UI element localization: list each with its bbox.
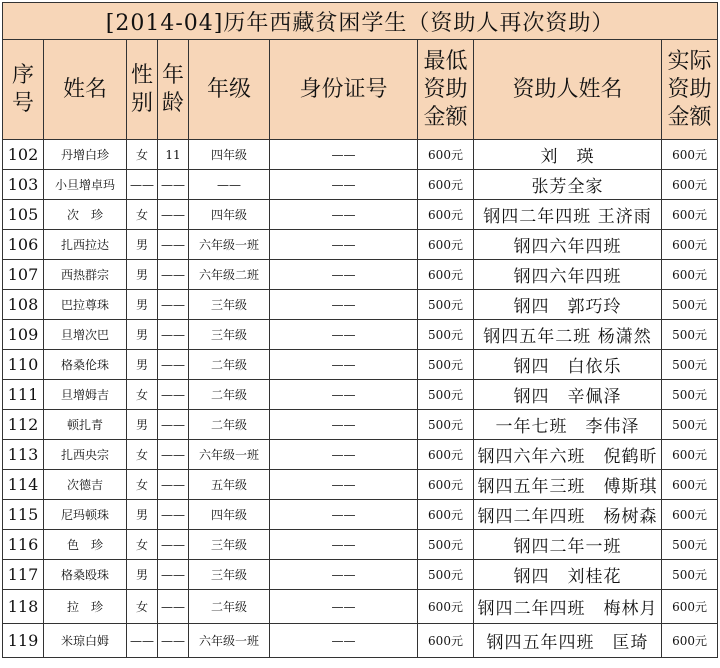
row-name: 巴拉尊珠 <box>44 290 127 320</box>
row-grade: 四年级 <box>189 200 270 230</box>
row-index: 114 <box>3 470 44 500</box>
row-actual-amount: 500元 <box>662 380 718 410</box>
row-gender: 女 <box>127 440 158 470</box>
row-sponsor: 钢四 白依乐 <box>474 350 662 380</box>
row-min-amount: 600元 <box>418 470 474 500</box>
row-actual-amount: 500元 <box>662 320 718 350</box>
row-actual-amount: 500元 <box>662 530 718 560</box>
row-sponsor: 钢四二年四班 王济雨 <box>474 200 662 230</box>
row-min-amount: 500元 <box>418 350 474 380</box>
row-actual-amount: 600元 <box>662 470 718 500</box>
row-age: —— <box>158 530 189 560</box>
table-row <box>3 200 718 230</box>
row-index: 109 <box>3 320 44 350</box>
row-min-amount: 600元 <box>418 200 474 230</box>
row-min-amount: 600元 <box>418 260 474 290</box>
header-min-amount: 最低资助金额 <box>418 40 474 140</box>
row-grade: 六年级一班 <box>189 624 270 658</box>
row-actual-amount: 600元 <box>662 590 718 624</box>
row-age: —— <box>158 350 189 380</box>
row-min-amount: 500元 <box>418 290 474 320</box>
row-grade: 二年级 <box>189 410 270 440</box>
row-id-number: —— <box>270 350 418 380</box>
row-actual-amount: 600元 <box>662 230 718 260</box>
row-grade: 六年级二班 <box>189 260 270 290</box>
row-grade: 二年级 <box>189 380 270 410</box>
row-gender: 女 <box>127 380 158 410</box>
row-grade: 五年级 <box>189 470 270 500</box>
row-gender: 女 <box>127 200 158 230</box>
header-idx: 序号 <box>3 40 44 140</box>
row-name: 旦增姆吉 <box>44 380 127 410</box>
row-age: —— <box>158 560 189 590</box>
row-min-amount: 600元 <box>418 140 474 170</box>
row-sponsor: 钢四六年六班 倪鹤昕 <box>474 440 662 470</box>
row-gender: 男 <box>127 320 158 350</box>
table-row <box>3 530 718 560</box>
row-name: 丹增白珍 <box>44 140 127 170</box>
row-actual-amount: 600元 <box>662 200 718 230</box>
table-row <box>3 590 718 624</box>
row-id-number: —— <box>270 560 418 590</box>
row-min-amount: 500元 <box>418 380 474 410</box>
header-row <box>3 40 718 140</box>
row-min-amount: 500元 <box>418 320 474 350</box>
header-gender: 性别 <box>127 40 158 140</box>
row-age: —— <box>158 380 189 410</box>
row-min-amount: 500元 <box>418 560 474 590</box>
row-grade: 三年级 <box>189 290 270 320</box>
row-grade: 三年级 <box>189 560 270 590</box>
title-row <box>3 3 718 40</box>
row-actual-amount: 500元 <box>662 290 718 320</box>
row-actual-amount: 600元 <box>662 440 718 470</box>
row-grade: 三年级 <box>189 530 270 560</box>
row-sponsor: 钢四五年二班 杨潇然 <box>474 320 662 350</box>
row-id-number: —— <box>270 500 418 530</box>
row-sponsor: 钢四二年一班 <box>474 530 662 560</box>
row-gender: 男 <box>127 350 158 380</box>
row-gender: 男 <box>127 290 158 320</box>
row-id-number: —— <box>270 470 418 500</box>
row-min-amount: 600元 <box>418 170 474 200</box>
row-gender: 女 <box>127 140 158 170</box>
row-id-number: —— <box>270 140 418 170</box>
row-age: —— <box>158 200 189 230</box>
row-grade: 六年级一班 <box>189 440 270 470</box>
row-age: 11 <box>158 140 189 170</box>
row-gender: 男 <box>127 260 158 290</box>
row-id-number: —— <box>270 590 418 624</box>
row-gender: 男 <box>127 560 158 590</box>
row-id-number: —— <box>270 410 418 440</box>
row-index: 102 <box>3 140 44 170</box>
row-age: —— <box>158 320 189 350</box>
header-actual-amount: 实际资助金额 <box>662 40 718 140</box>
table-row <box>3 320 718 350</box>
row-grade: 六年级一班 <box>189 230 270 260</box>
row-id-number: —— <box>270 290 418 320</box>
row-name: 扎西央宗 <box>44 440 127 470</box>
table-row <box>3 624 718 658</box>
row-index: 110 <box>3 350 44 380</box>
header-sponsor: 资助人姓名 <box>474 40 662 140</box>
row-name: 顿扎青 <box>44 410 127 440</box>
row-actual-amount: 600元 <box>662 260 718 290</box>
row-grade: 二年级 <box>189 350 270 380</box>
student-table <box>2 2 718 658</box>
row-age: —— <box>158 230 189 260</box>
row-index: 105 <box>3 200 44 230</box>
row-age: —— <box>158 290 189 320</box>
header-name: 姓名 <box>44 40 127 140</box>
row-sponsor: 钢四六年四班 <box>474 260 662 290</box>
row-actual-amount: 500元 <box>662 350 718 380</box>
table-row <box>3 290 718 320</box>
sponsorship-sheet <box>2 2 717 665</box>
row-gender: 男 <box>127 410 158 440</box>
row-sponsor: 一年七班 李伟泽 <box>474 410 662 440</box>
row-id-number: —— <box>270 624 418 658</box>
row-age: —— <box>158 410 189 440</box>
row-name: 次德吉 <box>44 470 127 500</box>
row-name: 格桑伦珠 <box>44 350 127 380</box>
row-min-amount: 500元 <box>418 410 474 440</box>
table-row <box>3 560 718 590</box>
table-row <box>3 470 718 500</box>
row-index: 103 <box>3 170 44 200</box>
row-gender: —— <box>127 170 158 200</box>
row-grade: 二年级 <box>189 590 270 624</box>
row-min-amount: 600元 <box>418 440 474 470</box>
table-row <box>3 500 718 530</box>
row-name: 尼玛顿珠 <box>44 500 127 530</box>
row-name: 米琼白姆 <box>44 624 127 658</box>
row-index: 119 <box>3 624 44 658</box>
row-id-number: —— <box>270 260 418 290</box>
row-min-amount: 600元 <box>418 500 474 530</box>
row-index: 113 <box>3 440 44 470</box>
row-sponsor: 钢四二年四班 杨树森 <box>474 500 662 530</box>
row-index: 111 <box>3 380 44 410</box>
row-actual-amount: 500元 <box>662 410 718 440</box>
row-index: 112 <box>3 410 44 440</box>
row-id-number: —— <box>270 200 418 230</box>
row-index: 108 <box>3 290 44 320</box>
table-row <box>3 230 718 260</box>
header-grade: 年级 <box>189 40 270 140</box>
row-name: 色 珍 <box>44 530 127 560</box>
row-sponsor: 钢四六年四班 <box>474 230 662 260</box>
table-row <box>3 380 718 410</box>
row-sponsor: 钢四五年三班 傅斯琪 <box>474 470 662 500</box>
row-actual-amount: 600元 <box>662 170 718 200</box>
row-gender: 女 <box>127 530 158 560</box>
row-age: —— <box>158 624 189 658</box>
row-min-amount: 600元 <box>418 624 474 658</box>
table-row <box>3 440 718 470</box>
table-row <box>3 140 718 170</box>
row-actual-amount: 600元 <box>662 500 718 530</box>
header-id: 身份证号 <box>270 40 418 140</box>
row-actual-amount: 600元 <box>662 624 718 658</box>
row-grade: 四年级 <box>189 500 270 530</box>
header-age: 年龄 <box>158 40 189 140</box>
row-sponsor: 钢四五年四班 匡琦 <box>474 624 662 658</box>
row-id-number: —— <box>270 230 418 260</box>
row-grade: —— <box>189 170 270 200</box>
row-min-amount: 600元 <box>418 590 474 624</box>
row-name: 格桑殴珠 <box>44 560 127 590</box>
row-min-amount: 500元 <box>418 530 474 560</box>
row-id-number: —— <box>270 320 418 350</box>
table-row <box>3 350 718 380</box>
row-actual-amount: 500元 <box>662 560 718 590</box>
row-sponsor: 钢四 郭巧玲 <box>474 290 662 320</box>
row-gender: 女 <box>127 470 158 500</box>
row-sponsor: 钢四 辛佩泽 <box>474 380 662 410</box>
row-index: 118 <box>3 590 44 624</box>
row-age: —— <box>158 590 189 624</box>
row-name: 拉 珍 <box>44 590 127 624</box>
row-min-amount: 600元 <box>418 230 474 260</box>
row-id-number: —— <box>270 440 418 470</box>
row-index: 107 <box>3 260 44 290</box>
row-index: 116 <box>3 530 44 560</box>
row-id-number: —— <box>270 170 418 200</box>
row-age: —— <box>158 470 189 500</box>
row-actual-amount: 600元 <box>662 140 718 170</box>
row-name: 西热群宗 <box>44 260 127 290</box>
row-sponsor: 张芳全家 <box>474 170 662 200</box>
row-age: —— <box>158 260 189 290</box>
sheet-title: [2014-04]历年西藏贫困学生（资助人再次资助） <box>3 3 718 40</box>
row-sponsor: 钢四二年四班 梅林月 <box>474 590 662 624</box>
row-name: 次 珍 <box>44 200 127 230</box>
row-index: 106 <box>3 230 44 260</box>
row-index: 115 <box>3 500 44 530</box>
table-row <box>3 260 718 290</box>
row-grade: 三年级 <box>189 320 270 350</box>
row-name: 旦增次巴 <box>44 320 127 350</box>
row-gender: 男 <box>127 230 158 260</box>
row-sponsor: 钢四 刘桂花 <box>474 560 662 590</box>
row-gender: —— <box>127 624 158 658</box>
row-age: —— <box>158 500 189 530</box>
table-row <box>3 410 718 440</box>
row-age: —— <box>158 170 189 200</box>
row-gender: 男 <box>127 500 158 530</box>
row-name: 扎西拉达 <box>44 230 127 260</box>
row-sponsor: 刘 瑛 <box>474 140 662 170</box>
row-id-number: —— <box>270 380 418 410</box>
row-index: 117 <box>3 560 44 590</box>
table-row <box>3 170 718 200</box>
row-age: —— <box>158 440 189 470</box>
row-grade: 四年级 <box>189 140 270 170</box>
row-name: 小旦增卓玛 <box>44 170 127 200</box>
row-id-number: —— <box>270 530 418 560</box>
row-gender: 女 <box>127 590 158 624</box>
